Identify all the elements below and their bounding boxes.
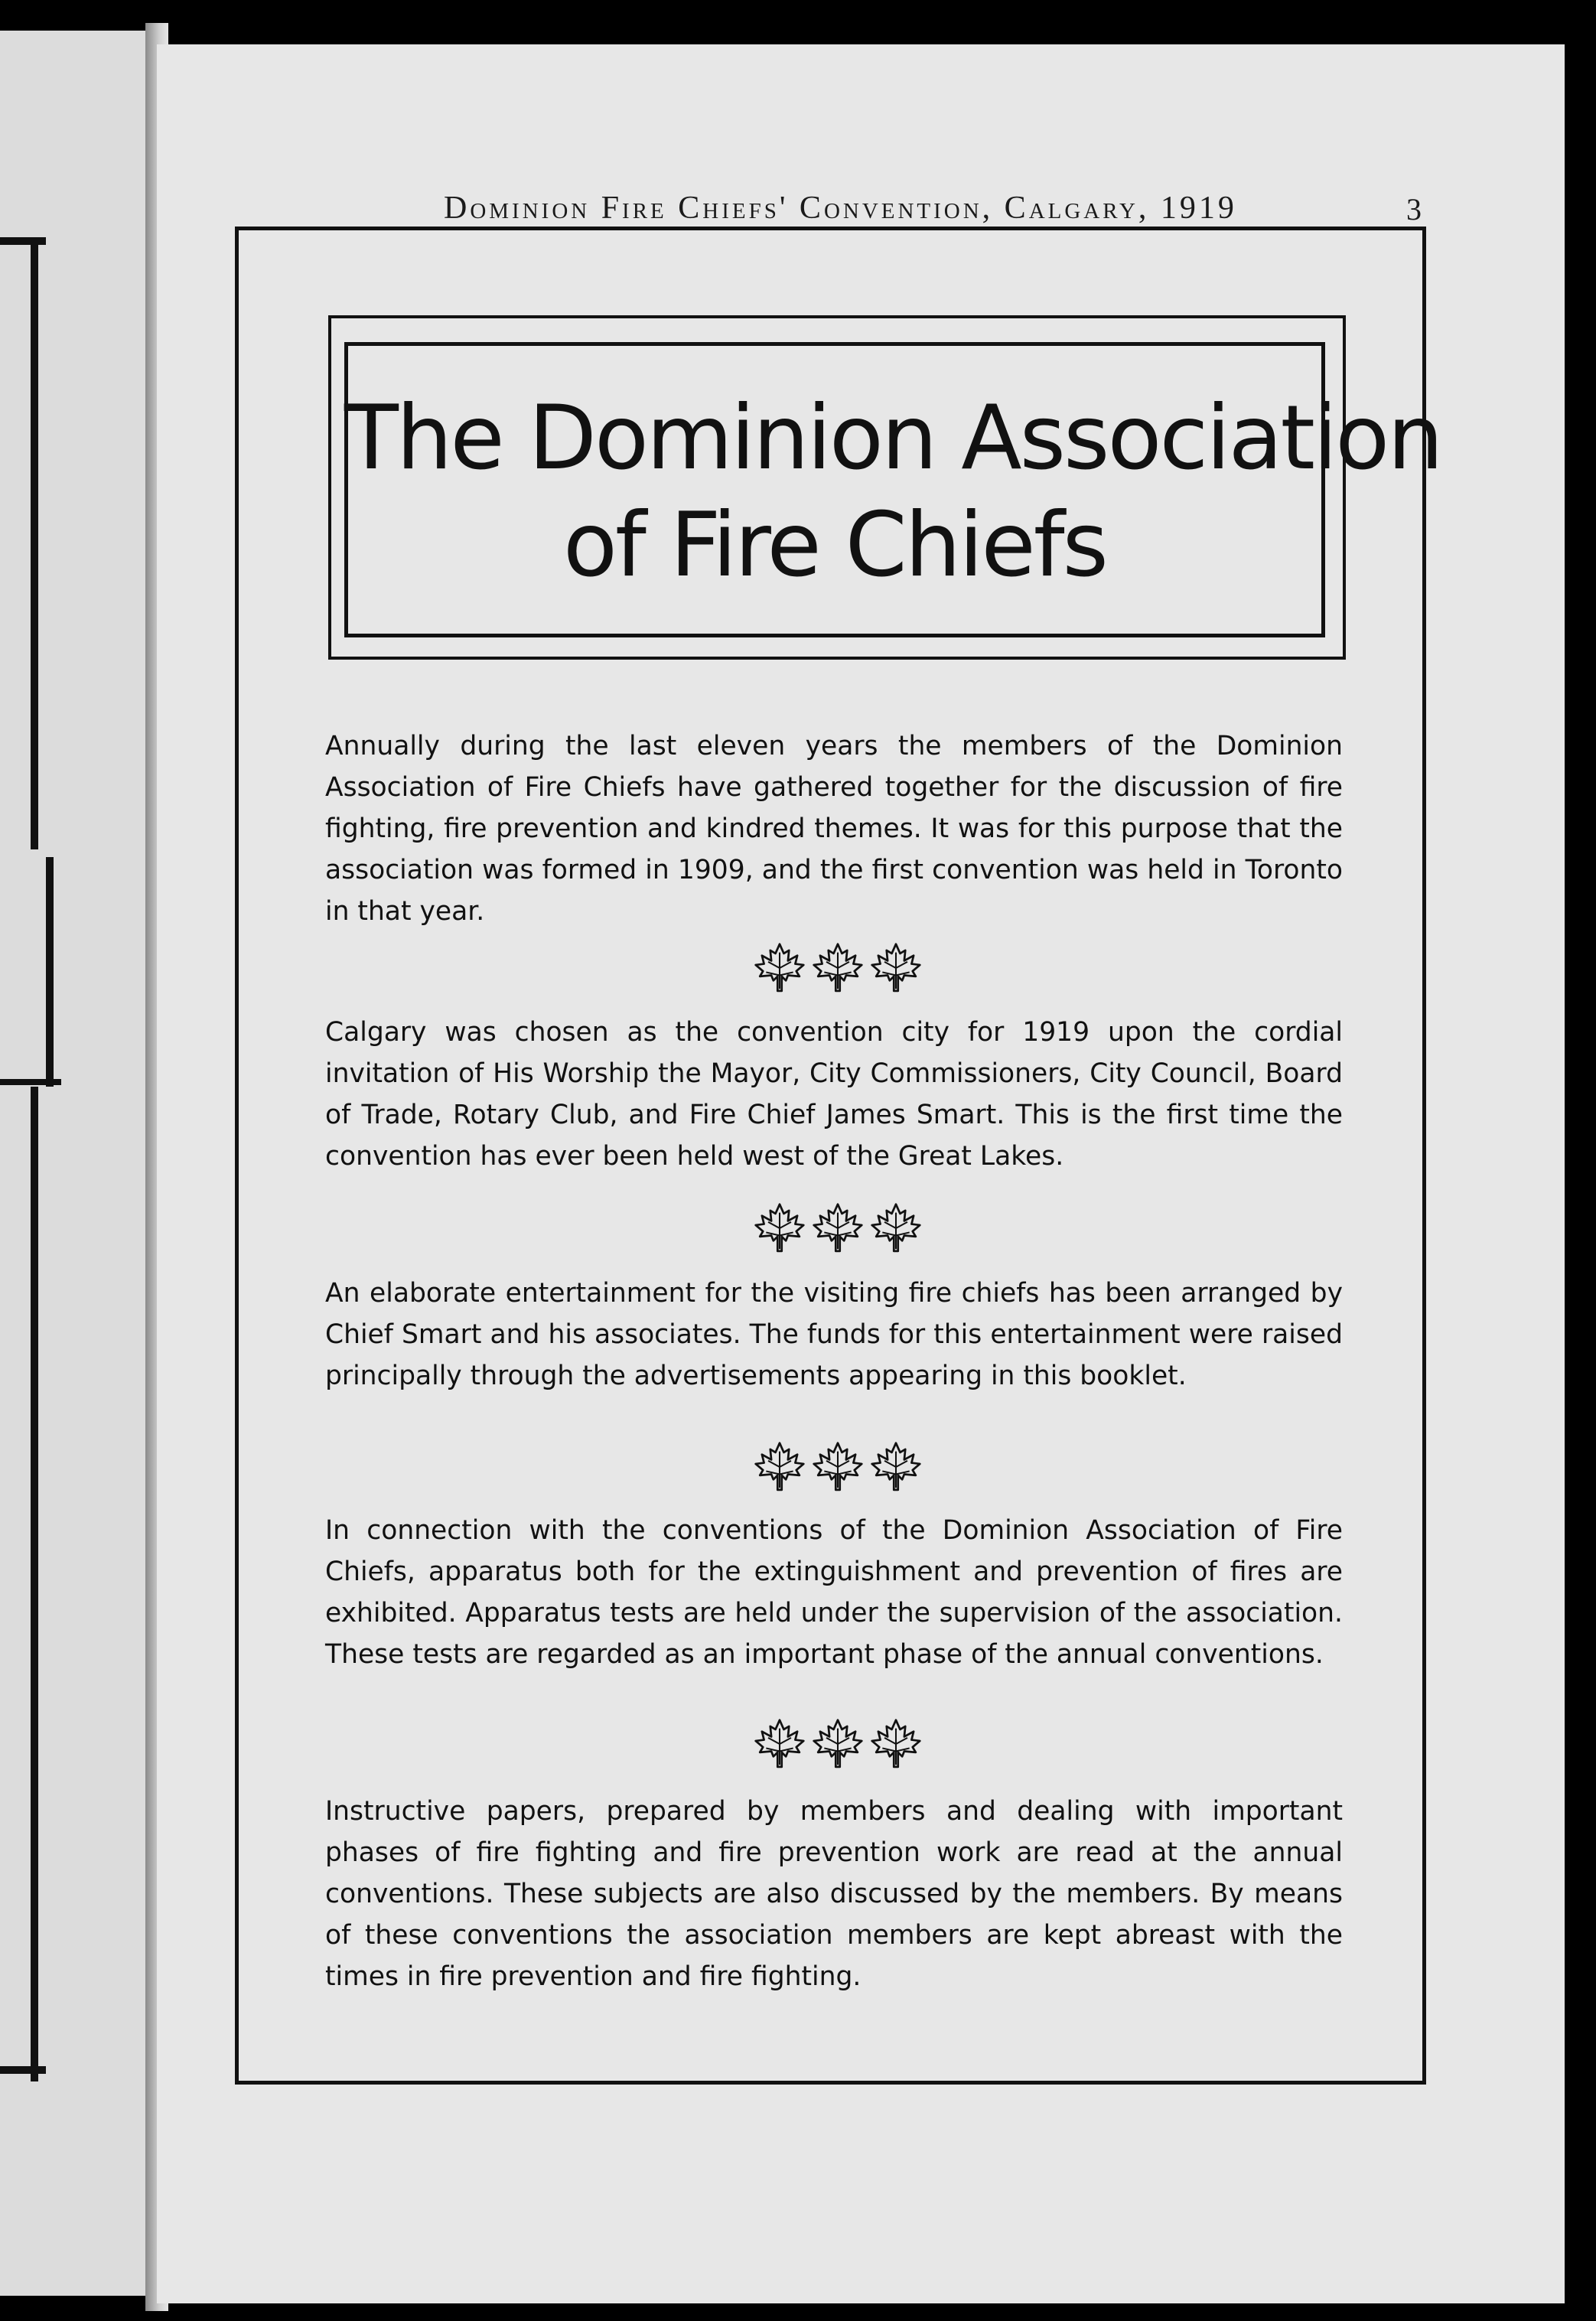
scan-border-top xyxy=(0,0,1596,44)
paragraph-instructive-papers: Instructive papers, prepared by members and dealing with important phases of fire fighting and fire prevention work are read at the annual conventions. These subjects are also discussed by the members. By means of these conventions the association members are kept abreast with the times in fire prevention and fire fighting. xyxy=(325,1796,1343,1992)
maple-leaf-icon xyxy=(754,1718,806,1770)
maple-leaf-ornament xyxy=(754,1201,922,1255)
scan-border-right xyxy=(1565,54,1596,2311)
maple-leaf-ornament xyxy=(754,1440,922,1494)
facing-page-rule xyxy=(31,237,38,849)
maple-leaf-icon xyxy=(870,1441,922,1493)
maple-leaf-icon xyxy=(870,1202,922,1254)
facing-page-rule xyxy=(31,1087,38,2081)
paragraph-annual-gatherings: Annually during the last eleven years the members of the Dominion Association of Fire Chiefs have gathered together for the discussion of fire fighting, fire prevention and kindred themes. It was for this purpose that the association was formed in 1909, and the first convention was held in Toronto in that year. xyxy=(325,731,1343,927)
maple-leaf-icon xyxy=(754,1202,806,1254)
page-title-line-2: of Fire Chiefs xyxy=(563,494,1106,597)
maple-leaf-icon xyxy=(812,1718,864,1770)
page-number: 3 xyxy=(1406,192,1422,227)
facing-page-edge xyxy=(0,31,153,2296)
maple-leaf-icon xyxy=(754,942,806,994)
maple-leaf-icon xyxy=(754,1441,806,1493)
maple-leaf-ornament xyxy=(754,1717,922,1771)
maple-leaf-icon xyxy=(812,1441,864,1493)
page-title-line-1: The Dominion Association xyxy=(344,386,1441,490)
paragraph-apparatus: In connection with the conventions of the Dominion Association of Fire Chiefs, apparatus both for the extinguishment and prevention of fires are exhibited. Apparatus tests are held under the supervision of the association. These tests are regarded as an important phase of the annual conventions. xyxy=(325,1515,1343,1670)
maple-leaf-icon xyxy=(870,942,922,994)
paragraph-calgary-chosen: Calgary was chosen as the convention city for 1919 upon the cordial invitation of His Worship the Mayor, City Commissioners, City Council, Board of Trade, Rotary Club, and Fire Chief James Smart. This is the first time the convention has ever been held west of the Great Lakes. xyxy=(325,1017,1343,1172)
maple-leaf-icon xyxy=(870,1718,922,1770)
facing-page-rule xyxy=(0,237,46,245)
facing-page-rule xyxy=(0,1079,61,1085)
paragraph-entertainment: An elaborate entertainment for the visiting fire chiefs has been arranged by Chief Smart and his associates. The funds for this entertainment were raised principally through the advertisements appearing in this booklet. xyxy=(325,1278,1343,1391)
facing-page-rule xyxy=(46,857,54,1087)
running-head: Dominion Fire Chiefs' Convention, Calgary, 1919 xyxy=(444,191,1237,226)
maple-leaf-icon xyxy=(812,1202,864,1254)
maple-leaf-ornament xyxy=(754,941,922,995)
facing-page-rule xyxy=(0,2066,46,2074)
maple-leaf-icon xyxy=(812,942,864,994)
